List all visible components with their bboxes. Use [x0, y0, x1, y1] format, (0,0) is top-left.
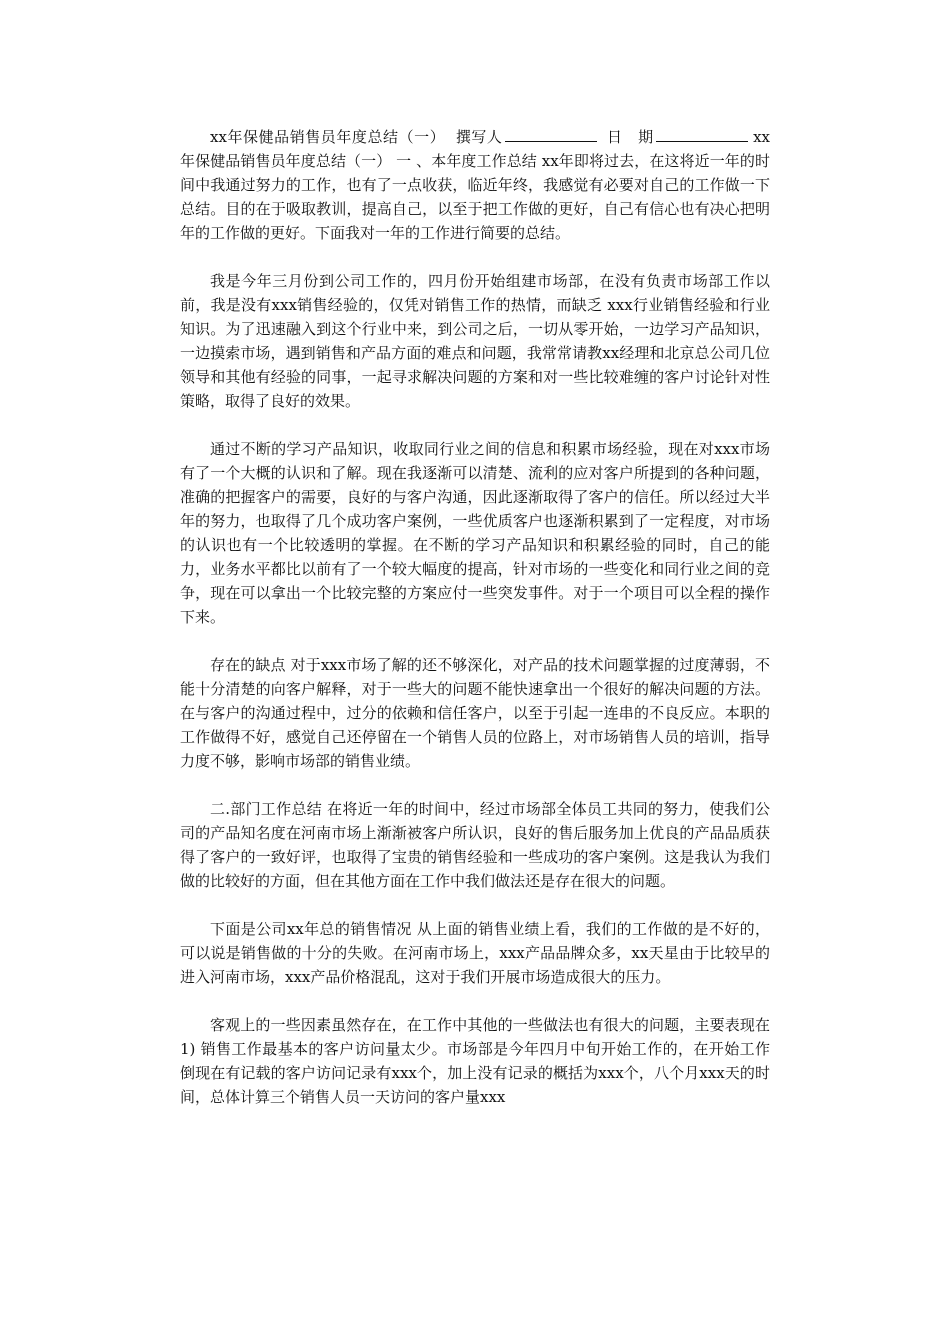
document-header-paragraph — [180, 125, 770, 245]
paragraph-shortcomings: 存在的缺点 对于xxx市场了解的还不够深化，对产品的技术问题掌握的过度薄弱，不能十分清楚的向客户解释，对于一些大的问题不能快速拿出一个很好的解决问题的方法。在与客户的沟通过程中，过分的依赖和信任客户，以至于引起一连串的不良反应。本职的工作做得不好，感觉自己还停留在一个销售人员的位路上，对市场销售人员的培训，指导力度不够，影响市场部的销售业绩。 — [180, 656, 770, 770]
document-title: xx年保健品销售员年度总结（一） — [210, 128, 446, 146]
author-blank-line — [505, 125, 597, 142]
paragraph-market-learning: 通过不断的学习产品知识，收取同行业之间的信息和积累市场经验，现在对xxx市场有了一个大概的认识和了解。现在我逐渐可以清楚、流利的应对客户所提到的各种问题，准确的把握客户的需要，良好的与客户沟通，因此逐渐取得了客户的信任。所以经过大半年的努力，也取得了几个成功客户案例，一些优质客户也逐渐积累到了一定程度，对市场的认识也有一个比较透明的掌握。在不断的学习产品知识和积累经验的同时，自己的能力，业务水平都比以前有了一个较大幅度的提高，针对市场的一些变化和同行业之间的竞争，现在可以拿出一个比较完整的方案应付一些突发事件。对于一个项目可以全程的操作下来。 — [180, 440, 770, 626]
date-label: 日 期 — [606, 128, 654, 146]
paragraph-sales-situation: 下面是公司xx年总的销售情况 从上面的销售业绩上看，我们的工作做的是不好的，可以说是销售做的十分的失败。在河南市场上，xxx产品品牌众多，xx天星由于比较早的进入河南市场，xxx产品价格混乱，这对于我们开展市场造成很大的压力。 — [180, 920, 770, 986]
document-page — [180, 125, 770, 1109]
date-blank-line — [656, 125, 748, 142]
paragraph-work-start: 我是今年三月份到公司工作的，四月份开始组建市场部，在没有负责市场部工作以前，我是没有xxx销售经验的，仅凭对销售工作的热情，而缺乏 xxx行业销售经验和行业知识。为了迅速融入到这个行业中来，到公司之后，一切从零开始，一边学习产品知识，一边摸索市场，遇到销售和产品方面的难点和问题，我常常请教xx经理和北京总公司几位领导和其他有经验的同事，一起寻求解决问题的方案和对一些比较难缠的客户讨论针对性策略，取得了良好的效果。 — [180, 272, 770, 410]
paragraph-intro: xx年保健品销售员年度总结（一） 一 、本年度工作总结 xx年即将过去，在这将近一年的时间中我通过努力的工作，也有了一点收获，临近年终，我感觉有必要对自己的工作做一下总结。目的在于吸取教训，提高自己，以至于把工作做的更好，自己有信心也有决心把明年的工作做的更好。下面我对一年的工作进行简要的总结。 — [180, 128, 770, 242]
paragraph-department-summary: 二.部门工作总结 在将近一年的时间中，经过市场部全体员工共同的努力，使我们公司的产品知名度在河南市场上渐渐被客户所认识，良好的售后服务加上优良的产品品质获得了客户的一致好评，也取得了宝贵的销售经验和一些成功的客户案例。这是我认为我们做的比较好的方面，但在其他方面在工作中我们做法还是存在很大的问题。 — [180, 800, 770, 890]
author-label: 撰写人 — [455, 128, 503, 146]
paragraph-problems: 客观上的一些因素虽然存在，在工作中其他的一些做法也有很大的问题，主要表现在 1) 销售工作最基本的客户访问量太少。市场部是今年四月中旬开始工作的，在开始工作倒现在有记载的客户访问记录有xxx个，加上没有记录的概括为xxx个，八个月xxx天的时间，总体计算三个销售人员一天访问的客户量xxx — [180, 1016, 770, 1106]
